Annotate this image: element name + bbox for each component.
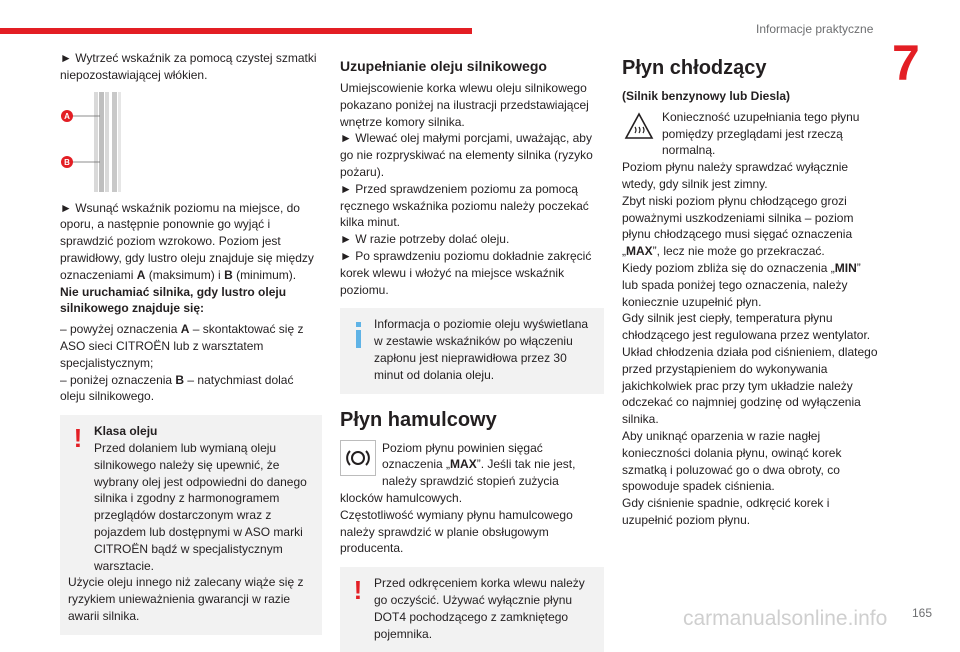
brake-paragraph-2: Częstotliwość wymiany płynu hamulcowego należy sprawdzić w planie obsługowym producenta. bbox=[340, 507, 573, 556]
dipstick-illustration bbox=[60, 90, 180, 194]
oil-paragraph-1: Umiejscowienie korka wlewu oleju silnikowego pokazano poniżej na ilustracji przedstawiającej wnętrze komory silnika. bbox=[340, 81, 589, 129]
brake-paragraph-1: Poziom płynu powinien sięgać oznaczenia „MAX”. Jeśli tak nie jest, należy sprawdzić stopień zużycia klocków hamulcowych. bbox=[340, 440, 576, 505]
dipstick-figure bbox=[60, 90, 322, 194]
oil-top-up-heading: Uzupełnianie oleju silnikowego bbox=[340, 58, 547, 74]
coolant-intro bbox=[622, 109, 880, 159]
coolant-paragraph-5: Gdy silnik jest ciepły, temperatura płynu chłodzącego jest regulowana przez wentylator. Układ chłodzenia działa pod ciśnieniem, dlatego przed przystąpieniem do wykonywania jakichkolwiek prac przy tym układzie należy odczekać co najmniej godzinę od wyłączenia silnika. bbox=[622, 311, 878, 427]
page-number: 165 bbox=[912, 606, 933, 620]
mark-a-label: A bbox=[64, 111, 70, 121]
info-icon bbox=[348, 316, 368, 383]
mark-b-label: B bbox=[64, 157, 70, 167]
oil-paragraph-2: ► Wlewać olej małymi porcjami, uważając, aby go nie rozpryskiwać na elementy silnika (ryzyko pożaru). bbox=[340, 131, 593, 179]
warning-title: Klasa oleju bbox=[94, 424, 158, 439]
coolant-paragraph-6: Aby uniknąć oparzenia w razie nagłej konieczności dolania płynu, owinąć korek szmatką i poluzować go o dwa obroty, co spowoduje spadek ciśnienia. bbox=[622, 428, 842, 494]
coolant-paragraph-1: Konieczność uzupełniania tego płynu pomiędzy przeglądami jest rzeczą normalną. bbox=[662, 109, 860, 158]
warning-text-2: Użycie oleju innego niż zalecany wiąże się z ryzykiem unieważnienia gwarancji w razie awarii silnika. bbox=[68, 575, 304, 623]
coolant-heading: Płyn chłodzący bbox=[622, 57, 767, 79]
engine-start-note: Nie uruchamiać silnika, gdy lustro oleju silnikowego znajduje się: bbox=[60, 284, 287, 316]
column-right bbox=[622, 50, 880, 529]
chapter-number: 7 bbox=[892, 35, 920, 91]
brake-fluid-section bbox=[340, 440, 604, 558]
oil-paragraph-5: ► Po sprawdzeniu poziomu dokładnie zakręcić korek wlewu i włożyć na miejsce wskaźnik poziomu. bbox=[340, 248, 592, 297]
section-title: Informacje praktyczne bbox=[756, 22, 874, 36]
brake-warning-box bbox=[340, 567, 604, 652]
coolant-paragraph-4: Kiedy poziom zbliża się do oznaczenia „MIN” lub spada poniżej tego oznaczenia, należy koniecznie uzupełnić płyn. bbox=[622, 260, 861, 309]
oil-paragraph-4: ► W razie potrzeby dolać oleju. bbox=[340, 232, 510, 247]
step-wipe-dipstick: ► Wytrzeć wskaźnik za pomocą czystej szmatki niepozostawiającej włókien. bbox=[60, 51, 317, 82]
below-mark-note: – poniżej oznaczenia B – natychmiast dolać oleju silnikowego. bbox=[60, 372, 294, 404]
coolant-subheading: (Silnik benzynowy lub Diesla) bbox=[622, 89, 791, 103]
info-text: Informacja o poziomie oleju wyświetlana w zestawie wskaźników po włączeniu zapłonu jest nieprawidłowa przez 30 minut od dolania oleju. bbox=[374, 317, 589, 382]
exclamation-warning-icon: ! bbox=[73, 423, 83, 454]
oil-info-box bbox=[340, 308, 604, 393]
coolant-paragraph-7: Gdy ciśnienie spadnie, odkręcić korek i uzupełnić poziom płynu. bbox=[622, 496, 830, 527]
column-left bbox=[60, 50, 322, 635]
hot-surface-warning-icon bbox=[622, 109, 656, 143]
step-insert-dipstick: ► Wsunąć wskaźnik poziomu na miejsce, do oporu, a następnie ponownie go wyjąć i sprawdzić poziom wzrokowo. Poziom jest prawidłowy, gdy lustro oleju znajduje się między oznaczeniami A (maksimum) i B (minimum). bbox=[60, 200, 314, 282]
watermark: carmanualsonline.info bbox=[683, 607, 888, 630]
coolant-paragraph-3: Zbyt niski poziom płynu chłodzącego grozi poważnymi uszkodzeniami silnika – poziom płynu chłodzącego musi sięgać oznaczenia „MAX”, lecz nie może go przekraczać. bbox=[622, 193, 854, 259]
exclamation-warning-icon: ! bbox=[353, 575, 363, 606]
brake-fluid-icon bbox=[340, 440, 376, 476]
header-accent-bar bbox=[0, 28, 472, 34]
warning-text: Przed dolaniem lub wymianą oleju silnikowego należy się upewnić, że wybrany olej jest odpowiedni do danego silnika i zgodny z harmonogramem przeglądów dostarczonym wraz z pojazdem lub dostępnymi w ASO marki CITROËN bądź w specjalistycznym warsztacie. bbox=[94, 440, 307, 573]
oil-class-warning-box bbox=[60, 415, 322, 635]
oil-paragraph-3: ► Przed sprawdzeniem poziomu za pomocą ręcznego wskaźnika poziomu należy poczekać kilka minut. bbox=[340, 181, 589, 230]
above-mark-note: – powyżej oznaczenia A – skontaktować się z ASO sieci CITROËN lub z warsztatem specjalistycznym; bbox=[60, 322, 304, 370]
coolant-paragraph-2: Poziom płynu należy sprawdzać wyłącznie wtedy, gdy silnik jest zimny. bbox=[622, 160, 849, 191]
brake-fluid-heading: Płyn hamulcowy bbox=[340, 408, 497, 431]
brake-warning-text: Przed odkręceniem korka wlewu należy go oczyścić. Używać wyłącznie płynu DOT4 pochodzącego z zamkniętego pojemnika. bbox=[374, 576, 585, 641]
column-middle bbox=[340, 50, 604, 652]
